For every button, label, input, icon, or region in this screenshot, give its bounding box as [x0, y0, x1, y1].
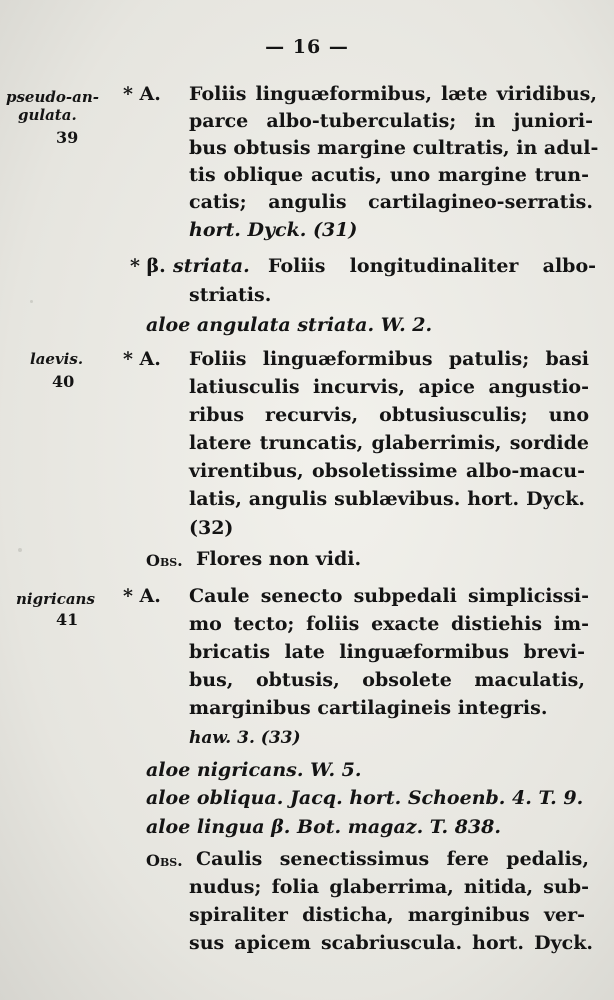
margin-name-nigricans: nigricans: [16, 590, 95, 608]
text-line: latis, angulis sublævibus. hort. Dyck.: [189, 488, 585, 510]
obs-label: Obs.: [146, 551, 183, 570]
reference-line: aloe nigricans. W. 5.: [146, 759, 362, 781]
text-line: striatis.: [189, 284, 272, 306]
text-line-citation: hort. Dyck. (31): [189, 219, 358, 241]
text-line: latere truncatis, glaberrimis, sordide: [189, 432, 589, 454]
text-line-citation: (32): [189, 517, 234, 539]
margin-name-pseudo-angulata-1: pseudo-an-: [6, 88, 99, 106]
text-line: Caule senecto subpedali simplicissi-: [189, 585, 589, 607]
margin-number-39: 39: [56, 128, 79, 147]
margin-name-pseudo-angulata-2: gulata.: [18, 106, 77, 124]
variety-marker: * β.: [130, 255, 166, 277]
margin-number-41: 41: [56, 610, 79, 629]
reference-line: aloe obliqua. Jacq. hort. Schoenb. 4. T. 9.: [146, 787, 584, 809]
margin-number-40: 40: [52, 372, 75, 391]
text-line: tis oblique acutis, uno margine trun-: [189, 164, 589, 186]
obs-text: spiraliter disticha, marginibus ver-: [189, 904, 585, 926]
margin-name-laevis: laevis.: [30, 350, 84, 368]
text-line: Foliis longitudinaliter albo-: [268, 255, 596, 277]
paper-speck: [30, 300, 33, 303]
entry-marker: * A.: [123, 348, 161, 370]
page-number: — 16 —: [265, 36, 349, 58]
text-line-citation: haw. 3. (33): [189, 728, 301, 748]
obs-text: sus apicem scabriuscula. hort. Dyck.: [189, 932, 593, 954]
reference-line: aloe angulata striata. W. 2.: [146, 314, 433, 336]
text-line: ribus recurvis, obtusiusculis; uno: [189, 404, 589, 426]
text-line: catis; angulis cartilagineo-serratis.: [189, 191, 593, 213]
text-line: Foliis linguæformibus, læte viridibus,: [189, 83, 597, 105]
text-line: virentibus, obsoletissime albo-macu-: [189, 460, 585, 482]
obs-text: Caulis senectissimus fere pedalis,: [196, 848, 589, 870]
text-line: mo tecto; foliis exacte distiehis im-: [189, 613, 589, 635]
text-line: marginibus cartilagineis integris.: [189, 697, 548, 719]
obs-text: Flores non vidi.: [196, 548, 362, 570]
text-line: parce albo-tuberculatis; in juniori-: [189, 110, 593, 132]
paper-speck: [18, 548, 22, 552]
variety-name: striata.: [173, 255, 250, 277]
text-line: latiusculis incurvis, apice angustio-: [189, 376, 589, 398]
obs-label: Obs.: [146, 851, 183, 870]
text-line: bus, obtusis, obsolete maculatis,: [189, 669, 585, 691]
text-line: bus obtusis margine cultratis, in adul-: [189, 137, 599, 159]
text-line: bricatis late linguæformibus brevi-: [189, 641, 585, 663]
obs-text: nudus; folia glaberrima, nitida, sub-: [189, 876, 589, 898]
entry-marker: * A.: [123, 585, 161, 607]
text-line: Foliis linguæformibus patulis; basi: [189, 348, 589, 370]
entry-marker: * A.: [123, 83, 161, 105]
reference-line: aloe lingua β. Bot. magaz. T. 838.: [146, 816, 501, 838]
